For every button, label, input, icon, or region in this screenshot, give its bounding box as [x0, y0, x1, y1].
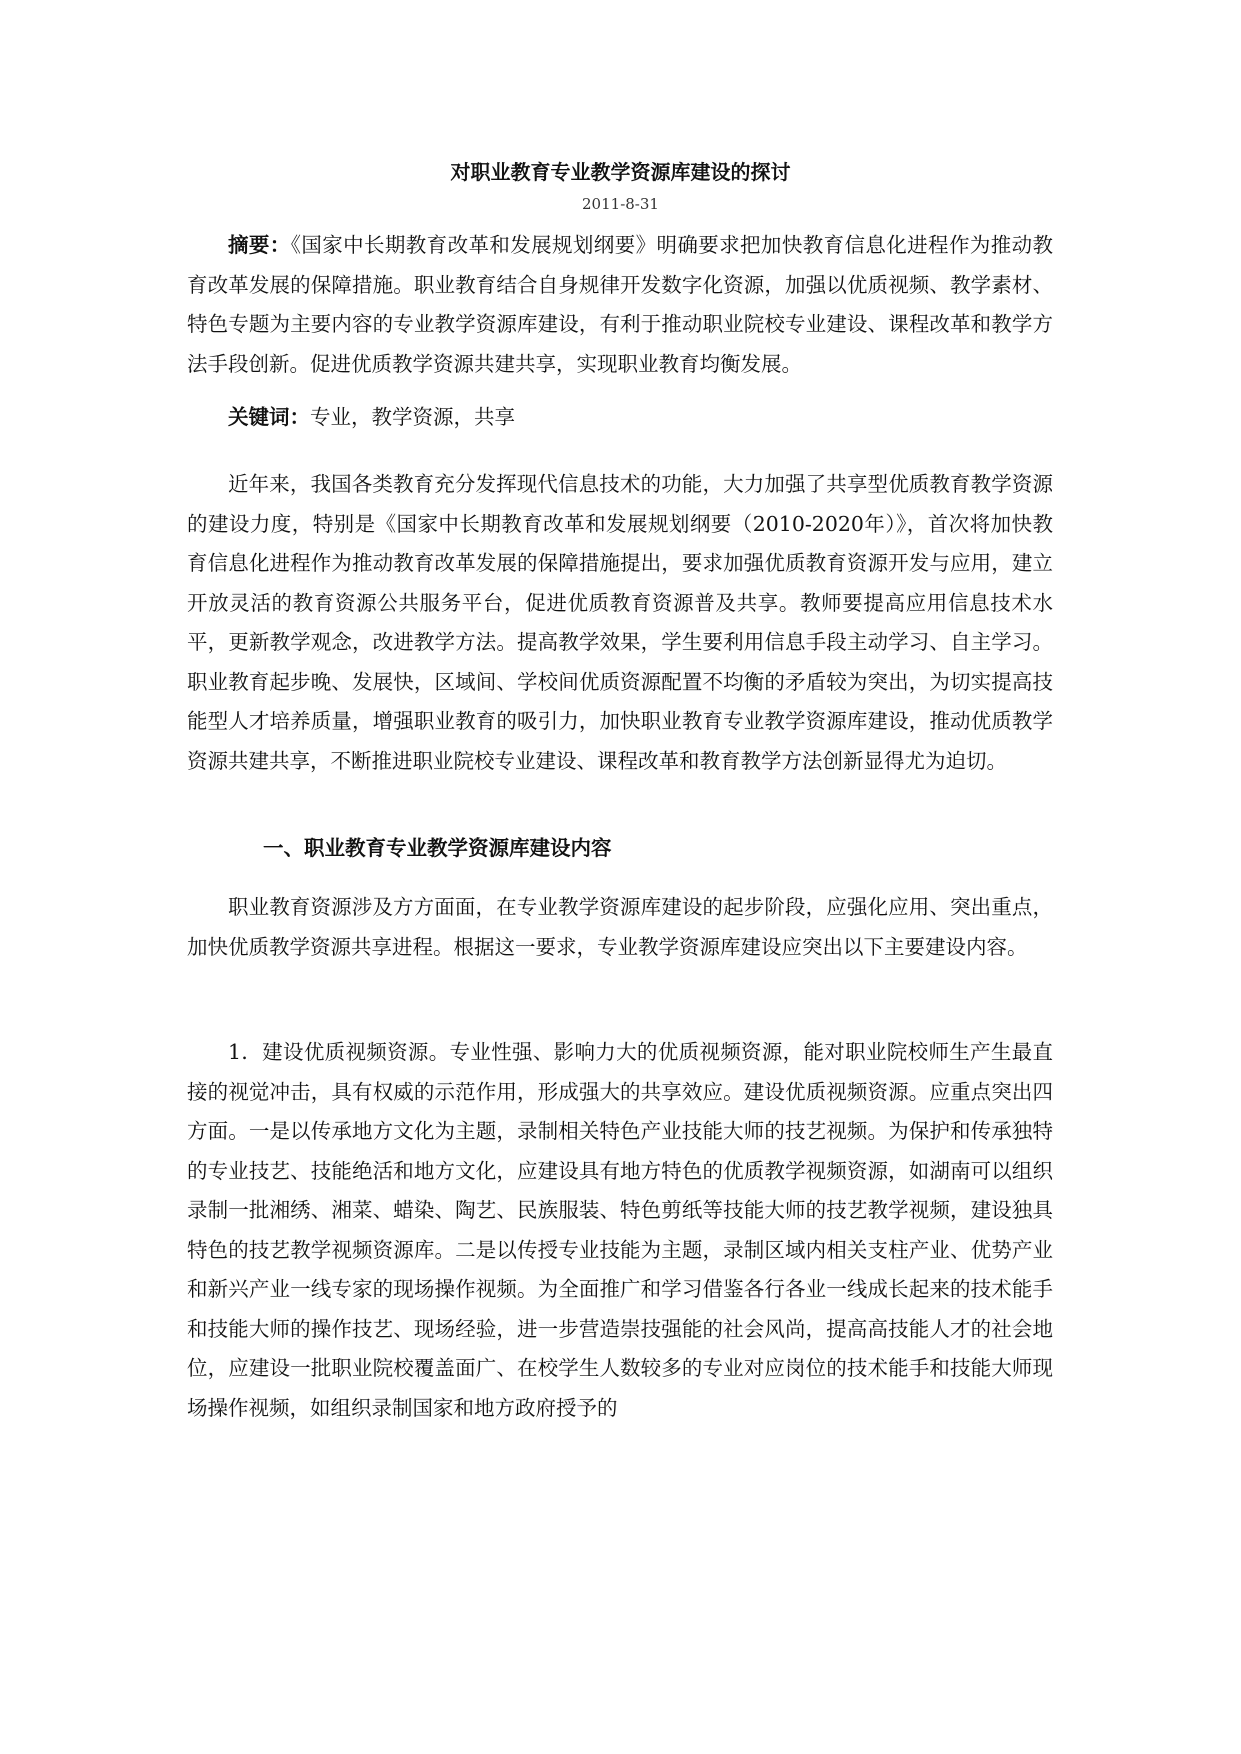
section1-paragraph-2: 1．建设优质视频资源。专业性强、影响力大的优质视频资源，能对职业院校师生产生最直接的视觉冲击，具有权威的示范作用，形成强大的共享效应。建设优质视频资源。应重点突出四方面。一是以传承地方文化为主题，录制相关特色产业技能大师的技艺视频。为保护和传承独特的专业技艺、技能绝活和地方文化，应建设具有地方特色的优质教学视频资源，如湖南可以组织录制一批湘绣、湘菜、蜡染、陶艺、民族服装、特色剪纸等技能大师的技艺教学视频，建设独具特色的技艺教学视频资源库。二是以传授专业技能为主题，录制区域内相关支柱产业、优势产业和新兴产业一线专家的现场操作视频。为全面推广和学习借鉴各行各业一线成长起来的技术能手和技能大师的操作技艺、现场经验，进一步营造崇技强能的社会风尚，提高高技能人才的社会地位，应建设一批职业院校覆盖面广、在校学生人数较多的专业对应岗位的技术能手和技能大师现场操作视频，如组织录制国家和地方政府授予的 [187, 1040, 1053, 1420]
keywords-text: 专业，教学资源，共享 [310, 405, 515, 429]
abstract-label: 摘要： [228, 233, 291, 257]
intro-paragraph: 近年来，我国各类教育充分发挥现代信息技术的功能，大力加强了共享型优质教育教学资源的建设力度，特别是《国家中长期教育改革和发展规划纲要（2010-2020年）》，首次将加快教育信息化进程作为推动教育改革发展的保障措施提出，要求加强优质教育资源开发与应用，建立开放灵活的教育资源公共服务平台，促进优质教育资源普及共享。教师要提高应用信息技术水平，更新教学观念，改进教学方法。提高教学效果，学生要利用信息手段主动学习、自主学习。职业教育起步晚、发展快，区域间、学校间优质资源配置不均衡的矛盾较为突出，为切实提高技能型人才培养质量，增强职业教育的吸引力，加快职业教育专业教学资源库建设，推动优质教学资源共建共享，不断推进职业院校专业建设、课程改革和教育教学方法创新显得尤为迫切。 [187, 472, 1053, 773]
abstract-text: 《国家中长期教育改革和发展规划纲要》明确要求把加快教育信息化进程作为推动教育改革发展的保障措施。职业教育结合自身规律开发数字化资源，加强以优质视频、教学素材、特色专题为主要内容的专业教学资源库建设，有利于推动职业院校专业建设、课程改革和教学方法手段创新。促进优质教学资源共建共享，实现职业教育均衡发展。 [187, 233, 1054, 376]
keywords-label: 关键词： [228, 405, 310, 429]
section1-paragraph-1: 职业教育资源涉及方方面面，在专业教学资源库建设的起步阶段，应强化应用、突出重点，加快优质教学资源共享进程。根据这一要求，专业教学资源库建设应突出以下主要建设内容。 [187, 895, 1053, 959]
document-title: 对职业教育专业教学资源库建设的探讨 [450, 160, 791, 184]
abstract-paragraph [187, 226, 1053, 384]
document-date: 2011-8-31 [582, 195, 659, 213]
section-heading: 一、职业教育专业教学资源库建设内容 [263, 836, 612, 860]
keywords-paragraph [187, 398, 1053, 438]
